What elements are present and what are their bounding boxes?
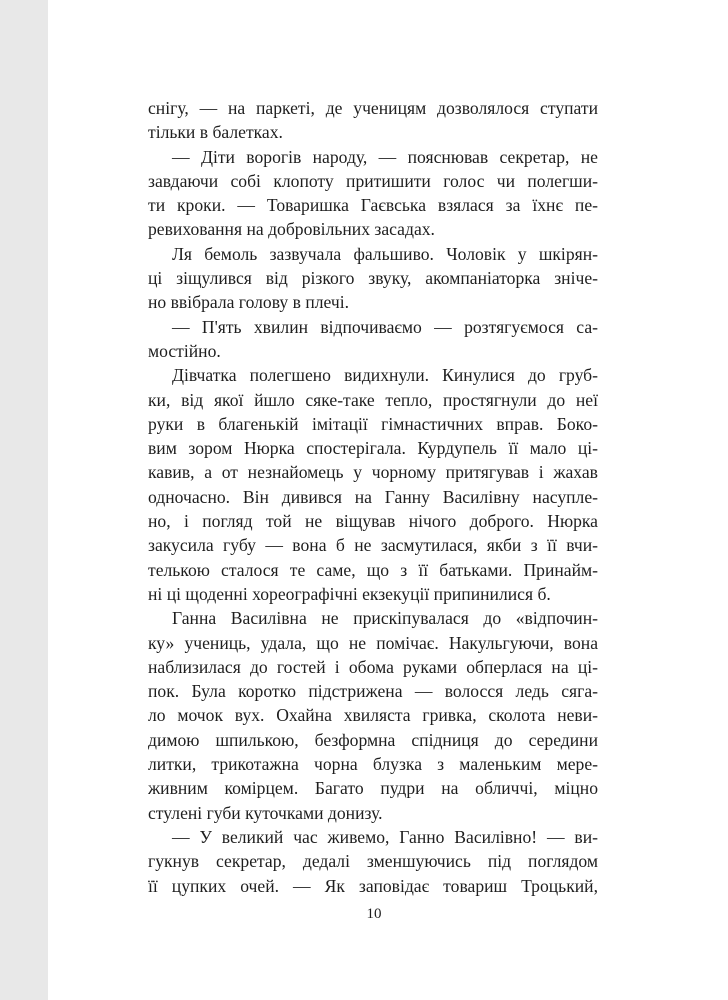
text-line: Дівчатка полегшено видихнули. Кинулися до груб-	[172, 365, 598, 386]
text-line: ні ці щоденні хореографічні екзекуції припинилися б.	[148, 583, 551, 604]
text-line: пок. Була коротко підстрижена — волосся ледь сяга-	[148, 681, 598, 702]
text-line: її цупких очей. — Як заповідає товариш Троцький,	[148, 875, 598, 896]
text-line: снігу, — на паркеті, де ученицям дозволялося ступати	[148, 98, 598, 118]
text-line: димою шпилькою, безформна спідниця до середини	[148, 729, 598, 750]
text-line: телькою сталося те саме, що з її батьками. Принайм-	[148, 559, 598, 580]
text-line: закусила губу — вона б не засмутилася, якби з її вчи-	[148, 535, 598, 556]
text-line: ки, від якої йшло сяке-таке тепло, простягнули до неї	[148, 389, 598, 410]
text-line: стулені губи куточками донизу.	[148, 802, 383, 823]
text-line: но, і погляд той не віщував нічого доброго. Нюрка	[148, 511, 598, 532]
page-number: 10	[366, 906, 382, 922]
text-line: кавив, а от незнайомець у чорному притягував і жахав	[148, 462, 598, 483]
text-line: — Діти ворогів народу, — пояснював секретар, не	[172, 146, 598, 167]
text-line: Ганна Василівна не прискіпувалася до «відпочин-	[172, 608, 598, 629]
text-line: но ввібрала голову в плечі.	[148, 292, 350, 313]
text-line: гукнув секретар, дедалі зменшуючись під поглядом	[148, 851, 598, 872]
text-line: — П'ять хвилин відпочиваємо — розтягуємося са-	[172, 316, 598, 337]
body-text	[148, 96, 598, 898]
text-line: мостійно.	[148, 340, 221, 361]
text-line: ти кроки. — Товаришка Гаєвська взялася за їхнє пе-	[148, 195, 598, 216]
text-line: литки, трикотажна чорна блузка з маленьким мере-	[148, 754, 598, 775]
text-line: ло мочок вух. Охайна хвиляста гривка, сколота неви-	[148, 705, 598, 726]
text-line: ці зіщулився від різкого звуку, акомпаніаторка зніче-	[148, 268, 598, 289]
text-line: ку» учениць, удала, що не помічає. Накульгуючи, вона	[148, 632, 598, 653]
text-line: — У великий час живемо, Ганно Василівно! — ви-	[172, 826, 598, 847]
text-line: одночасно. Він дивився на Ганну Василівну насуплe-	[148, 486, 598, 507]
text-line: вим зором Нюрка спостерігала. Курдупель її мало ці-	[148, 438, 598, 459]
text-line: ревиховання на добровільних засадах.	[148, 219, 435, 240]
text-line: наблизилася до гостей і обома руками обперлася на ці-	[148, 656, 598, 677]
text-line: Ля бемоль зазвучала фальшиво. Чоловік у шкірян-	[172, 243, 598, 264]
text-line: завдаючи собі клопоту притишити голос чи полегши-	[148, 170, 598, 191]
text-line: руки в благенькій імітації гімнастичних вправ. Боко-	[148, 413, 598, 434]
text-line: тільки в балетках.	[148, 122, 283, 143]
text-line: живним комірцем. Багато пудри на обличчі, міцно	[148, 778, 598, 799]
